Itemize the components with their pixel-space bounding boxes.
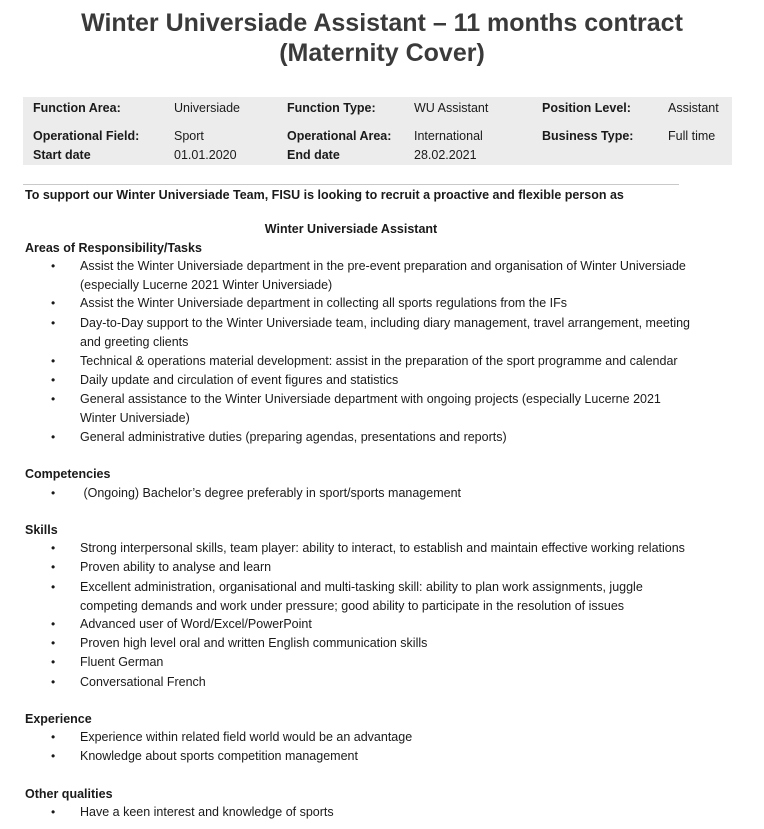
skills-heading: Skills [25, 523, 58, 537]
responsibilities-heading: Areas of Responsibility/Tasks [25, 241, 202, 255]
list-item: General administrative duties (preparing agendas, presentations and reports) [80, 430, 507, 444]
list-item: Assist the Winter Universiade department in collecting all sports regulations from the IFs [80, 296, 568, 310]
bullet-icon: • [51, 580, 56, 594]
list-item: Have a keen interest and knowledge of sports [80, 805, 334, 819]
title-line-1: Winter Universiade Assistant – 11 months contract [81, 9, 683, 37]
business-type-label: Business Type: [542, 129, 634, 143]
start-date-label: Start date [33, 148, 91, 162]
function-area-value: Universiade [174, 101, 241, 115]
bullet-icon: • [51, 636, 56, 650]
intro-text: To support our Winter Universiade Team, FISU is looking to recruit a proactive and flexible person as [25, 188, 624, 202]
function-area-label: Function Area: [33, 101, 121, 115]
other-qualities-heading: Other qualities [25, 787, 113, 801]
list-item: Proven high level oral and written English communication skills [80, 636, 428, 650]
bullet-icon: • [51, 675, 56, 689]
list-item: Advanced user of Word/Excel/PowerPoint [80, 617, 312, 631]
bullet-icon: • [51, 655, 56, 669]
operational-area-value: International [414, 129, 483, 143]
function-type-label: Function Type: [287, 101, 376, 115]
page-title [0, 8, 764, 68]
list-item: General assistance to the Winter Universiade department with ongoing projects (especially Lucerne 2021 Winter Universiade) [80, 392, 661, 425]
list-item: (Ongoing) Bachelor’s degree preferably in sport/sports management [80, 486, 461, 500]
end-date-value: 28.02.2021 [414, 148, 477, 162]
list-item: Assist the Winter Universiade department in the pre-event preparation and organisation of Winter Universiade (especially Lucerne 2021 Winter Universiade) [80, 259, 686, 292]
bullet-icon: • [51, 430, 56, 444]
operational-area-label: Operational Area: [287, 129, 392, 143]
bullet-icon: • [51, 749, 56, 763]
title-line-2: (Maternity Cover) [279, 39, 485, 67]
operational-field-value: Sport [174, 129, 204, 143]
list-item: Technical & operations material development: assist in the preparation of the sport programme and calendar [80, 354, 678, 368]
end-date-label: End date [287, 148, 340, 162]
list-item: Excellent administration, organisational and multi-tasking skill: ability to plan work assignments, juggle competing demands and work under pressure; good ability to participate in the resolution of issues [80, 580, 643, 613]
bullet-icon: • [51, 354, 56, 368]
divider [23, 184, 679, 185]
business-type-value: Full time [668, 129, 716, 143]
bullet-icon: • [51, 486, 56, 500]
list-item: Fluent German [80, 655, 164, 669]
bullet-icon: • [51, 541, 56, 555]
role-title: Winter Universiade Assistant [264, 222, 438, 236]
position-level-label: Position Level: [542, 101, 631, 115]
list-item: Experience within related field world would be an advantage [80, 730, 413, 744]
bullet-icon: • [51, 560, 56, 574]
bullet-icon: • [51, 392, 56, 406]
list-item: Daily update and circulation of event figures and statistics [80, 373, 399, 387]
function-type-value: WU Assistant [414, 101, 489, 115]
bullet-icon: • [51, 730, 56, 744]
list-item: Day-to-Day support to the Winter Universiade team, including diary management, travel arrangement, meeting and greeting clients [80, 316, 691, 349]
operational-field-label: Operational Field: [33, 129, 140, 143]
start-date-value: 01.01.2020 [174, 148, 237, 162]
bullet-icon: • [51, 316, 56, 330]
bullet-icon: • [51, 373, 56, 387]
competencies-heading: Competencies [25, 467, 111, 481]
job-info-panel [23, 97, 732, 165]
list-item: Proven ability to analyse and learn [80, 560, 272, 574]
bullet-icon: • [51, 259, 56, 273]
list-item: Knowledge about sports competition management [80, 749, 358, 763]
bullet-icon: • [51, 805, 56, 819]
position-level-value: Assistant [668, 101, 719, 115]
list-item: Conversational French [80, 675, 206, 689]
bullet-icon: • [51, 617, 56, 631]
bullet-icon: • [51, 296, 56, 310]
experience-heading: Experience [25, 712, 92, 726]
list-item: Strong interpersonal skills, team player: ability to interact, to establish and maintain effective working relations [80, 541, 685, 555]
